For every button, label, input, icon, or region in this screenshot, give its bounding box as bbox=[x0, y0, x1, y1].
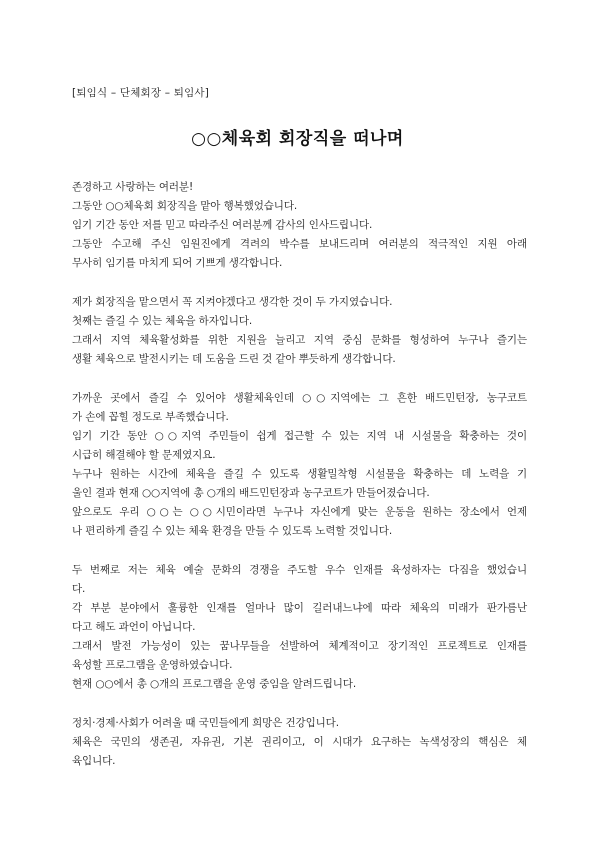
text-line: 체육은 국민의 생존권, 자유권, 기본 권리이고, 이 시대가 요구하는 녹색성장의 핵심은 체 bbox=[72, 736, 527, 748]
document-title: ○○체육회 회장직을 떠나며 bbox=[191, 129, 404, 149]
text-line: 무사히 임기를 마치게 되어 기쁘게 생각합니다. bbox=[72, 257, 283, 269]
text-line: 가까운 곳에서 즐길 수 있어야 생활체육인데 ○○지역에는 그 흔한 배드민턴장, 농구코트 bbox=[72, 392, 527, 404]
paragraph bbox=[72, 178, 527, 273]
text-line: 임기 기간 동안 저를 믿고 따라주신 여러분께 감사의 인사드립니다. bbox=[72, 219, 373, 231]
paragraph bbox=[72, 389, 527, 541]
text-line: 제가 회장직을 맡으면서 꼭 지켜야겠다고 생각한 것이 두 가지였습니다. bbox=[72, 296, 393, 308]
paragraph bbox=[72, 714, 527, 771]
text-line: 생활 체육으로 발전시키는 데 도움을 드린 것 같아 뿌듯하게 생각합니다. bbox=[72, 353, 396, 365]
text-line: 시급히 해결해야 할 문제였지요. bbox=[72, 449, 216, 461]
text-line: 정치·경제·사회가 어려울 때 국민들에게 희망은 건강입니다. bbox=[72, 717, 339, 729]
text-line: 앞으로도 우리 ○○는 ○○시민이라면 누구나 자신에게 맞는 운동을 원하는 장소에서 언제 bbox=[72, 506, 527, 518]
text-line: 현재 ○○에서 총 ○개의 프로그램을 운영 중임을 알려드립니다. bbox=[72, 678, 357, 690]
paragraph bbox=[72, 293, 527, 369]
text-line: 나 편리하게 즐길 수 있는 체육 환경을 만들 수 있도록 노력할 것입니다. bbox=[72, 525, 393, 537]
text-line: 다. bbox=[72, 583, 86, 595]
text-line: 울인 결과 현재 ○○지역에 총 ○개의 배드민턴장과 농구코트가 만들어졌습니다. bbox=[72, 487, 430, 499]
text-line: 그동안 수고해 주신 임원진에게 격려의 박수를 보내드리며 여러분의 적극적인 지원 아래 bbox=[72, 238, 527, 250]
text-line: 다고 해도 과언이 아닙니다. bbox=[72, 621, 196, 633]
text-line: 육입니다. bbox=[72, 755, 116, 767]
document-category: [퇴임식 – 단체회장 – 퇴임사] bbox=[72, 87, 210, 99]
text-line: 임기 기간 동안 ○○지역 주민들이 쉽게 접근할 수 있는 지역 내 시설물을 확충하는 것이 bbox=[72, 430, 527, 442]
text-line: 가 손에 꼽힐 정도로 부족했습니다. bbox=[72, 411, 229, 423]
paragraph bbox=[72, 561, 527, 694]
text-line: 육성할 프로그램을 운영하였습니다. bbox=[72, 659, 233, 671]
text-line: 그래서 발전 가능성이 있는 꿈나무들을 선발하여 체계적이고 장기적인 프로젝트로 인재를 bbox=[72, 640, 527, 652]
text-line: 그래서 지역 체육활성화를 위한 지원을 늘리고 지역 중심 문화를 형성하여 누구나 즐기는 bbox=[72, 334, 527, 346]
text-line: 그동안 ○○체육회 회장직을 맡아 행복했었습니다. bbox=[72, 200, 298, 212]
text-line: 각 부분 분야에서 훌륭한 인재를 얼마나 많이 길러내느냐에 따라 체육의 미래가 판가름난 bbox=[72, 602, 527, 614]
text-line: 존경하고 사랑하는 여러분! bbox=[72, 181, 194, 193]
text-line: 누구나 원하는 시간에 체육을 즐길 수 있도록 생활밀착형 시설물을 확충하는 데 노력을 기 bbox=[72, 468, 527, 480]
document-body bbox=[72, 178, 527, 791]
text-line: 첫째는 즐길 수 있는 체육을 하자입니다. bbox=[72, 315, 253, 327]
text-line: 두 번째로 저는 체육 예술 문화의 경쟁을 주도할 우수 인재를 육성하자는 다짐을 했었습니 bbox=[72, 564, 527, 576]
